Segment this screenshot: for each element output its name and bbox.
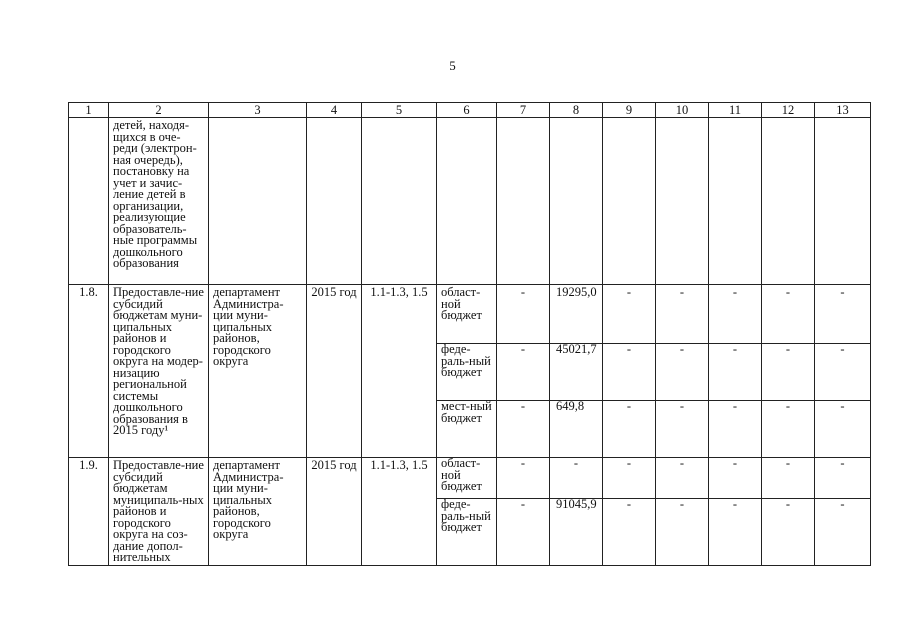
value-cell: -: [603, 285, 656, 344]
row-number: 1.9.: [69, 458, 109, 566]
header-cell: 6: [437, 103, 497, 118]
value-cell: -: [709, 499, 762, 566]
value-cell: -: [497, 458, 550, 499]
value-cell: -: [815, 458, 871, 499]
header-cell: 4: [307, 103, 362, 118]
value-cell: -: [762, 285, 815, 344]
header-row: [69, 103, 871, 118]
value-cell: -: [815, 344, 871, 401]
value-cell: -: [815, 285, 871, 344]
value-cell: -: [709, 401, 762, 458]
header-cell: 12: [762, 103, 815, 118]
value-cell: -: [762, 499, 815, 566]
value-cell: 91045,9: [550, 499, 603, 566]
row-year: 2015 год: [307, 458, 362, 566]
value-cell: -: [603, 458, 656, 499]
value-cell: -: [497, 401, 550, 458]
value-cell: -: [762, 401, 815, 458]
value-cell: -: [815, 499, 871, 566]
header-cell: 10: [656, 103, 709, 118]
value-cell: -: [709, 344, 762, 401]
page-number: 5: [449, 58, 456, 73]
header-cell: 11: [709, 103, 762, 118]
row-year: 2015 год: [307, 285, 362, 458]
header-cell: 8: [550, 103, 603, 118]
value-cell: -: [815, 401, 871, 458]
header-cell: 5: [362, 103, 437, 118]
row-executor: департамент Администра-ции муни-ципальных районов, городского округа: [209, 458, 307, 566]
value-cell: -: [656, 458, 709, 499]
value-cell: -: [603, 344, 656, 401]
value-cell: -: [497, 344, 550, 401]
value-cell: -: [656, 499, 709, 566]
header-cell: 13: [815, 103, 871, 118]
value-cell: -: [762, 458, 815, 499]
funding-source: феде-раль-ный бюджет: [437, 344, 497, 401]
header-cell: 7: [497, 103, 550, 118]
value-cell: -: [550, 458, 603, 499]
table-row: [69, 458, 871, 499]
header-cell: 1: [69, 103, 109, 118]
value-cell: -: [603, 401, 656, 458]
row-target: 1.1-1.3, 1.5: [362, 458, 437, 566]
value-cell: 19295,0: [550, 285, 603, 344]
value-cell: -: [603, 499, 656, 566]
budget-table: [68, 102, 871, 566]
value-cell: -: [656, 285, 709, 344]
value-cell: 649,8: [550, 401, 603, 458]
row-description: Предоставле-ние субсидий бюджетам муни-ципальных районов и городского округа на модер-низацию региональной системы дошкольного образования в 2015 году¹: [109, 285, 209, 458]
value-cell: -: [709, 458, 762, 499]
header-cell: 9: [603, 103, 656, 118]
value-cell: -: [762, 344, 815, 401]
value-cell: -: [656, 401, 709, 458]
value-cell: 45021,7: [550, 344, 603, 401]
header-cell: 3: [209, 103, 307, 118]
row-executor: департамент Администра-ции муни-ципальных районов, городского округа: [209, 285, 307, 458]
continuation-row: [69, 118, 871, 285]
funding-source: феде-раль-ный бюджет: [437, 499, 497, 566]
row-description: Предоставле-ние субсидий бюджетам муниципаль-ных районов и городского округа на соз-дание допол-нительных: [109, 458, 209, 566]
value-cell: -: [709, 285, 762, 344]
header-cell: 2: [109, 103, 209, 118]
funding-source: мест-ный бюджет: [437, 401, 497, 458]
value-cell: -: [497, 285, 550, 344]
value-cell: -: [656, 344, 709, 401]
funding-source: област-ной бюджет: [437, 285, 497, 344]
row-target: 1.1-1.3, 1.5: [362, 285, 437, 458]
value-cell: -: [497, 499, 550, 566]
row-number: 1.8.: [69, 285, 109, 458]
funding-source: област-ной бюджет: [437, 458, 497, 499]
table-row: [69, 285, 871, 344]
continuation-text: детей, находя-щихся в оче-реди (электрон-ная очередь), постановку на учет и зачис-ление детей в организации, реализующие образователь-ные программы дошкольного образования: [109, 118, 209, 285]
